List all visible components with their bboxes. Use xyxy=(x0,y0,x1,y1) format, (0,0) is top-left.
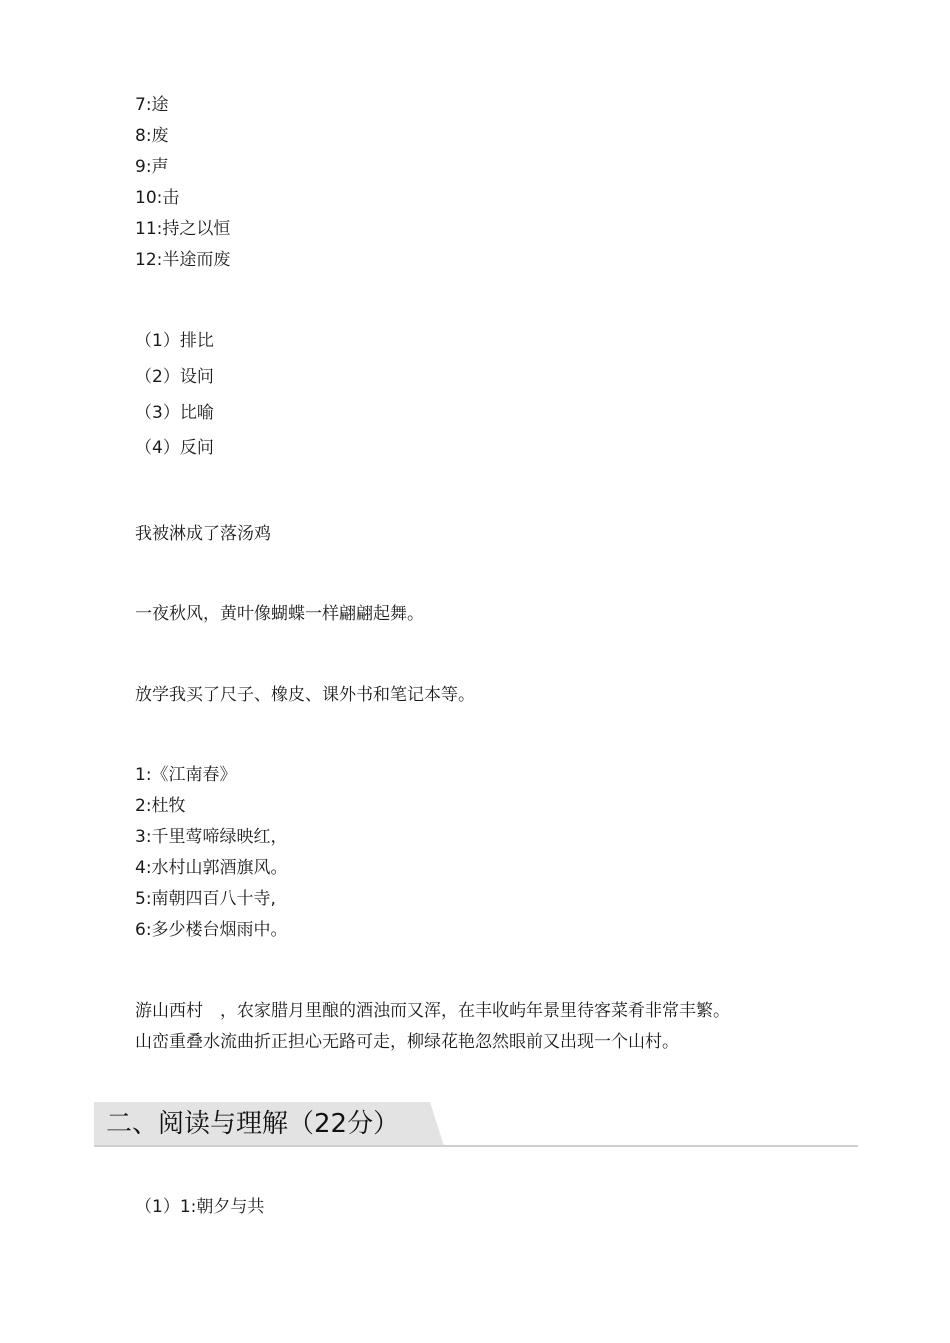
section-title: 二、阅读与理解（22分） xyxy=(106,1109,400,1139)
vocab-answer-10: 10:击 xyxy=(135,188,180,208)
poem-answer-4: 4:水村山郭酒旗风。 xyxy=(135,858,288,878)
sentence-answer-3: 放学我买了尺子、橡皮、课外书和笔记本等。 xyxy=(135,685,475,705)
vocab-answer-9: 9:声 xyxy=(135,157,169,177)
vocab-answer-12: 12:半途而废 xyxy=(135,250,231,270)
translation-line-2: 山峦重叠水流曲折正担心无路可走，柳绿花艳忽然眼前又出现一个山村。 xyxy=(135,1032,679,1052)
vocab-answer-8: 8:废 xyxy=(135,126,169,146)
poem-answer-2: 2:杜牧 xyxy=(135,796,186,816)
vocab-answer-7: 7:途 xyxy=(135,95,169,115)
translation-line-1: 游山西村 ，农家腊月里酿的酒浊而又浑，在丰收屿年景里待客菜肴非常丰繁。 xyxy=(135,1001,730,1021)
rhetoric-answer-4: （4）反问 xyxy=(135,438,214,458)
reading-answer-1: （1）1:朝夕与共 xyxy=(135,1197,265,1217)
sentence-answer-1: 我被淋成了落汤鸡 xyxy=(135,524,271,544)
rhetoric-answer-2: （2）设问 xyxy=(135,367,214,387)
poem-answer-3: 3:千里莺啼绿映红， xyxy=(135,827,288,847)
sentence-answer-2: 一夜秋风，黄叶像蝴蝶一样翩翩起舞。 xyxy=(135,604,424,624)
rhetoric-answer-1: （1）排比 xyxy=(135,331,214,351)
poem-answer-5: 5:南朝四百八十寺, xyxy=(135,889,276,909)
vocab-answer-11: 11:持之以恒 xyxy=(135,219,231,239)
poem-answer-1: 1:《江南春》 xyxy=(135,765,237,785)
poem-answer-6: 6:多少楼台烟雨中。 xyxy=(135,920,288,940)
section-header xyxy=(94,1102,858,1148)
section-header-rule xyxy=(94,1145,858,1147)
rhetoric-answer-3: （3）比喻 xyxy=(135,403,214,423)
